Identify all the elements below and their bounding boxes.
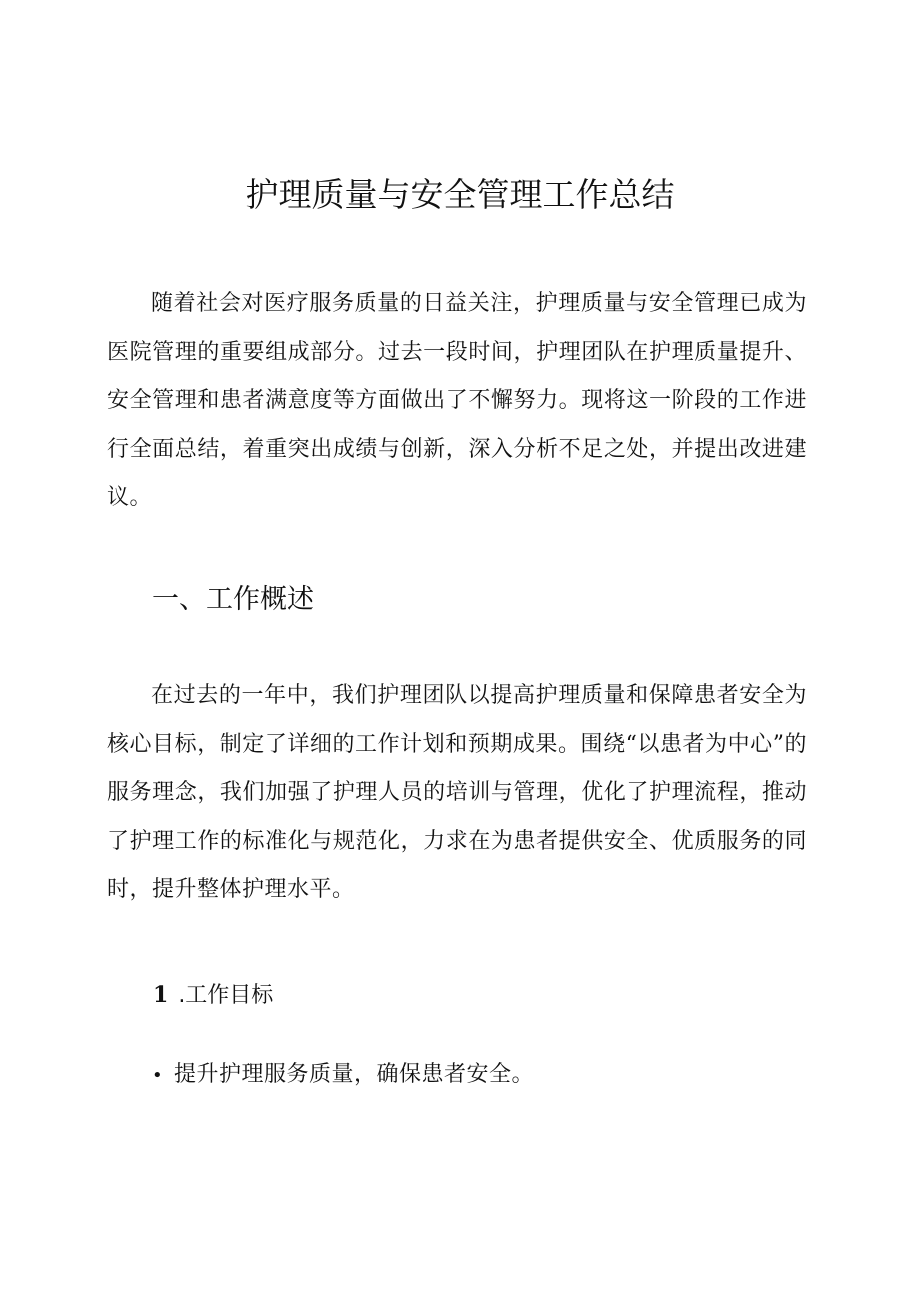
subsection-number: 1 [153, 982, 169, 1008]
bullet-icon: • [152, 1065, 164, 1086]
intro-paragraph: 随着社会对医疗服务质量的日益关注，护理质量与安全管理已成为医院管理的重要组成部分。过去一段时间，护理团队在护理质量提升、安全管理和患者满意度等方面做出了不懈努力。现将这一阶段的工作进行全面总结，着重突出成绩与创新，深入分析不足之处，并提出改进建议。 [107, 291, 807, 510]
list-item-text: 提升护理服务质量，确保患者安全。 [174, 1062, 535, 1087]
subsection-heading-goals [153, 975, 273, 1016]
overview-paragraph: 在过去的一年中，我们护理团队以提高护理质量和保障患者安全为核心目标，制定了详细的工作计划和预期成果。围绕“以患者为中心”的服务理念，我们加强了护理人员的培训与管理，优化了护理流程，推动了护理工作的标准化与规范化，力求在为患者提供安全、优质服务的同时，提升整体护理水平。 [107, 683, 807, 902]
document-title: 护理质量与安全管理工作总结 [245, 175, 675, 214]
goals-list [152, 1053, 534, 1098]
subsection-title: .工作目标 [178, 983, 274, 1008]
list-item [152, 1053, 534, 1098]
section-heading-overview: 一、工作概述 [152, 584, 314, 615]
